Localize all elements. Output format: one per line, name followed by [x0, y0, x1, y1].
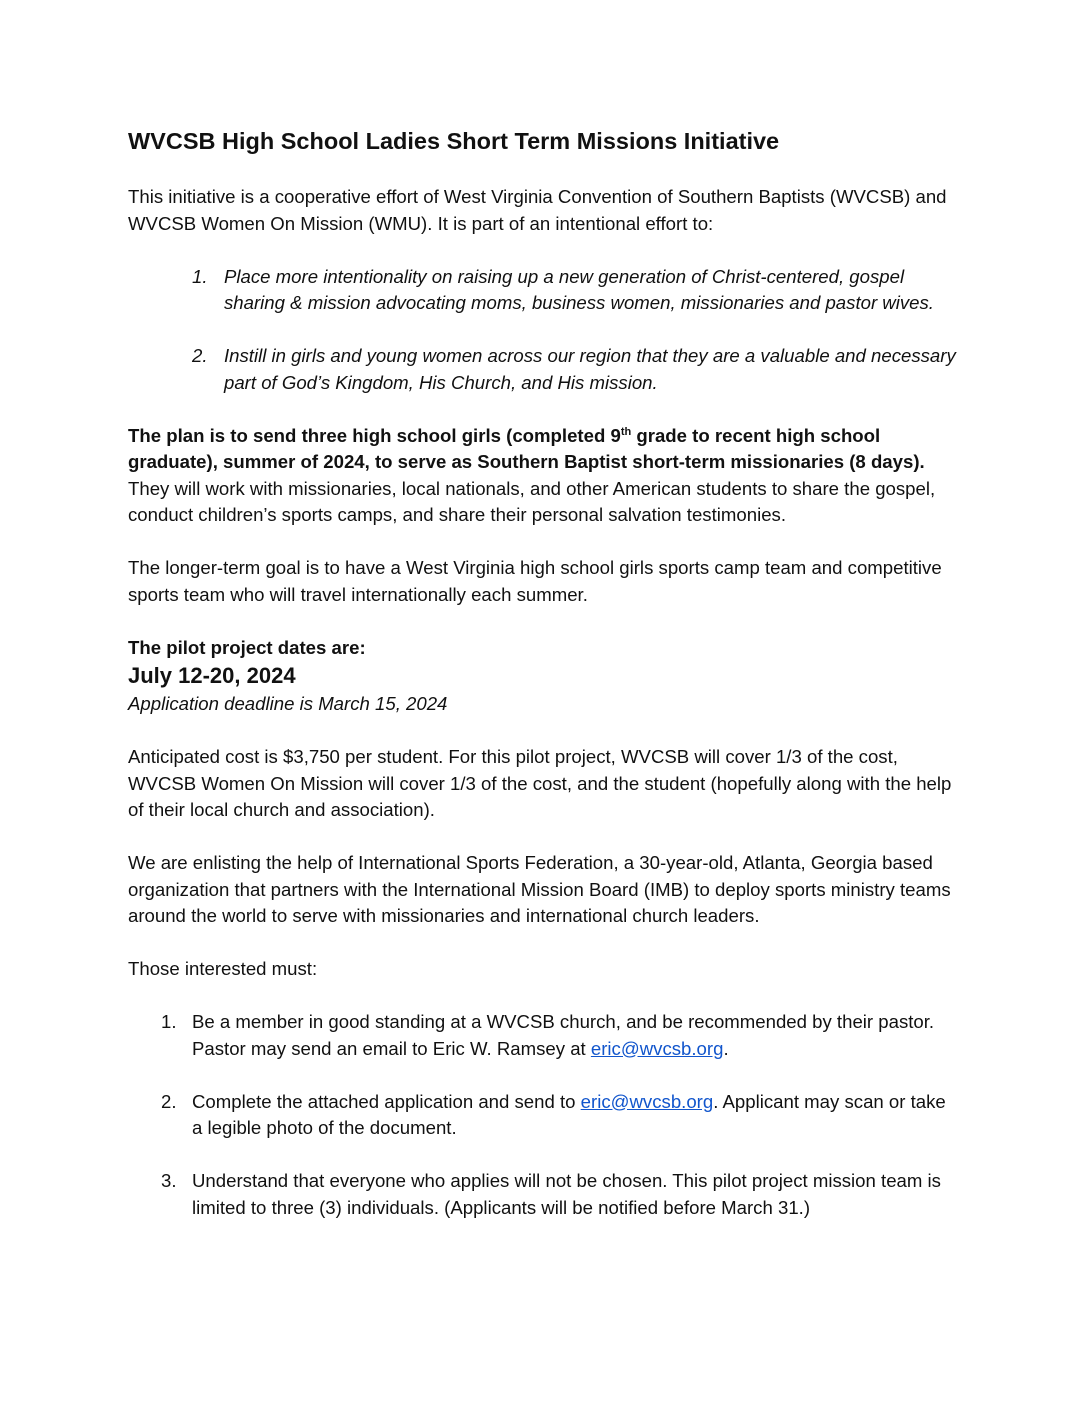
goals-list [128, 264, 958, 397]
list-item-text: Place more intentionality on raising up a new generation of Christ-centered, gospel sharing & mission advocating moms, business women, missionaries and pastor wives. [224, 265, 934, 313]
list-item-number: 1. [161, 1011, 177, 1032]
pilot-date: July 12-20, 2024 [128, 663, 296, 688]
list-item-text: Instill in girls and young women across our region that they are a valuable and necessary part of God’s Kingdom, His Church, and His mission. [224, 345, 956, 393]
plan-bold-text-b: grade to recent high school graduate), summer of 2024, to serve as Southern Baptist short-term missionaries (8 days). [128, 424, 925, 472]
plan-superscript: th [620, 425, 632, 438]
list-item-text-end: . Applicant may scan or take a legible photo of the document. [192, 1090, 946, 1138]
list-item-number: 2. [192, 345, 208, 366]
list-item-text: Be a member in good standing at a WVCSB church, and be recommended by their pastor. Pastor may send an email to Eric W. Ramsey at [192, 1011, 935, 1059]
requirements-list [128, 1009, 958, 1221]
application-deadline: Application deadline is March 15, 2024 [128, 693, 448, 714]
pilot-dates-heading: The pilot project dates are: [128, 636, 366, 658]
document-page [128, 126, 958, 1221]
list-item-number: 3. [161, 1170, 177, 1191]
page-title: WVCSB High School Ladies Short Term Missions Initiative [128, 128, 780, 154]
list-item-number: 2. [161, 1090, 177, 1112]
list-item [128, 264, 958, 317]
email-link[interactable]: eric@wvcsb.org [580, 1090, 714, 1112]
list-item-text: Complete the attached application and send to [192, 1090, 581, 1112]
long-term-goal-paragraph: The longer-term goal is to have a West Virginia high school girls sports camp team and competitive sports team who will travel internationally each summer. [128, 557, 942, 605]
list-item [128, 343, 958, 396]
list-item [128, 1009, 958, 1062]
plan-rest-text: They will work with missionaries, local nationals, and other American students to share the gospel, conduct children’s sports camps, and share their personal salvation testimonies. [128, 477, 936, 525]
list-item [128, 1089, 958, 1142]
email-link[interactable]: eric@wvcsb.org [590, 1037, 724, 1059]
list-item-text: Understand that everyone who applies will not be chosen. This pilot project mission team is limited to three (3) individuals. (Applicants will be notified before March 31.) [192, 1170, 941, 1218]
cost-paragraph: Anticipated cost is $3,750 per student. For this pilot project, WVCSB will cover 1/3 of the cost, WVCSB Women On Mission will cover 1/3 of the cost, and the student (hopefully along with the help of their local church and association). [128, 746, 952, 820]
partner-paragraph: We are enlisting the help of International Sports Federation, a 30-year-old, Atlanta, Georgia based organization that partners with the International Mission Board (IMB) to deploy sports ministry teams around the world to serve with missionaries and international church leaders. [128, 852, 951, 926]
intro-paragraph: This initiative is a cooperative effort of West Virginia Convention of Southern Baptists (WVCSB) and WVCSB Women On Mission (WMU). It is part of an intentional effort to: [128, 186, 947, 234]
plan-bold-text-a: The plan is to send three high school girls (completed 9 [128, 424, 621, 446]
list-item-number: 1. [192, 265, 208, 287]
requirements-heading: Those interested must: [128, 958, 318, 979]
plan-paragraph [128, 423, 958, 529]
list-item-text-end: . [723, 1037, 729, 1059]
pilot-dates-section [128, 635, 958, 718]
list-item [128, 1168, 958, 1221]
